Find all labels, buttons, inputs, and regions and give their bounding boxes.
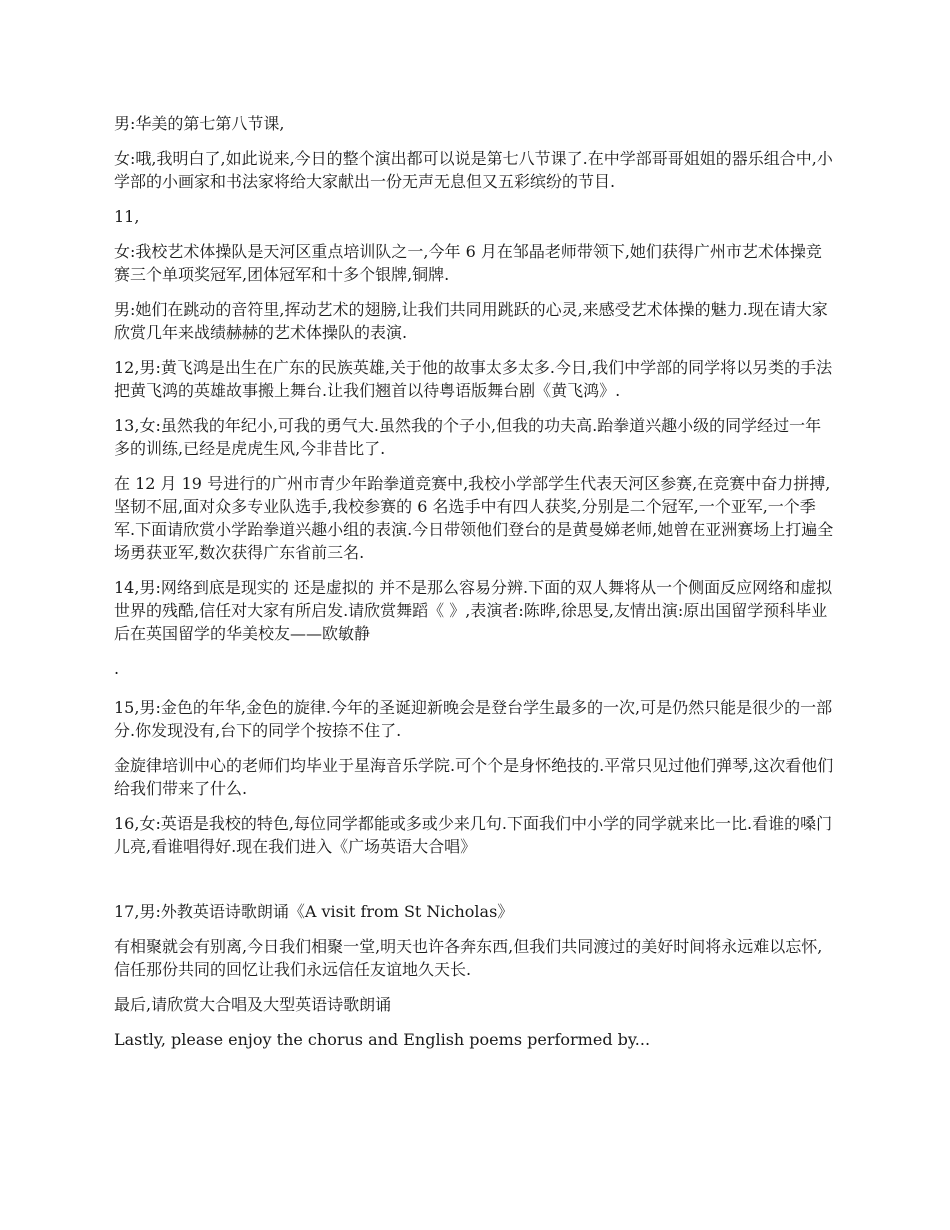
paragraph-8: 在 12 月 19 号进行的广州市青少年跆拳道竞赛中,我校小学部学生代表天河区参赛,在竞赛中奋力拼搏,坚韧不屈,面对众多专业队选手,我校参赛的 6 名选手中有四人获奖,分别是二个冠军,一个亚军,一个季军.下面请欣赏小学跆拳道兴趣小组的表演.今日带领他们登台的是黄曼娣老师,她曾在亚洲赛场上打遍全场勇获亚军,数次获得广东省前三名.: [114, 474, 834, 562]
paragraph-3: 11,: [114, 207, 140, 226]
paragraph-5: 男:她们在跳动的音符里,挥动艺术的翅膀,让我们共同用跳跃的心灵,来感受艺术体操的魅力.现在请大家欣赏几年来战绩赫赫的艺术体操队的表演.: [114, 300, 828, 342]
paragraph-15: 有相聚就会有别离,今日我们相聚一堂,明天也许各奔东西,但我们共同渡过的美好时间将永远难以忘怀,信任那份共同的回忆让我们永远信任友谊地久天长.: [114, 937, 823, 979]
paragraph-7: 13,女:虽然我的年纪小,可我的勇气大.虽然我的个子小,但我的功夫高.跆拳道兴趣小级的同学经过一年多的训练,已经是虎虎生风,今非昔比了.: [114, 416, 822, 458]
paragraph-1: 男:华美的第七第八节课,: [114, 114, 285, 133]
paragraph-17: Lastly, please enjoy the chorus and English poems performed by...: [114, 1030, 651, 1049]
paragraph-16: 最后,请欣赏大合唱及大型英语诗歌朗诵: [114, 995, 392, 1014]
paragraph-13: 16,女:英语是我校的特色,每位同学都能或多或少来几句.下面我们中小学的同学就来比一比.看谁的嗓门儿亮,看谁唱得好.现在我们进入《广场英语大合唱》: [114, 814, 833, 856]
document-body: [114, 112, 836, 1063]
paragraph-9: 14,男:网络到底是现实的 还是虚拟的 并不是那么容易分辨.下面的双人舞将从一个侧面反应网络和虚拟世界的残酷,信任对大家有所启发.请欣赏舞蹈《 》,表演者:陈晔,徐思旻,友情出演:原出国留学预科毕业后在英国留学的华美校友——欧敏静: [114, 578, 833, 643]
paragraph-10: .: [114, 659, 120, 678]
paragraph-11: 15,男:金色的年华,金色的旋律.今年的圣诞迎新晚会是登台学生最多的一次,可是仍然只能是很少的一部分.你发现没有,台下的同学个按捺不住了.: [114, 698, 833, 740]
paragraph-12: 金旋律培训中心的老师们均毕业于星海音乐学院.可个个是身怀绝技的.平常只见过他们弹琴,这次看他们给我们带来了什么.: [114, 756, 834, 798]
paragraph-2: 女:哦,我明白了,如此说来,今日的整个演出都可以说是第七八节课了.在中学部哥哥姐姐的器乐组合中,小学部的小画家和书法家将给大家献出一份无声无息但又五彩缤纷的节目.: [114, 149, 833, 191]
paragraph-14: 17,男:外教英语诗歌朗诵《A visit from St Nicholas》: [114, 902, 514, 921]
paragraph-6: 12,男:黄飞鸿是出生在广东的民族英雄,关于他的故事太多太多.今日,我们中学部的同学将以另类的手法把黄飞鸿的英雄故事搬上舞台.让我们翘首以待粤语版舞台剧《黄飞鸿》.: [114, 358, 833, 400]
paragraph-4: 女:我校艺术体操队是天河区重点培训队之一,今年 6 月在邹晶老师带领下,她们获得广州市艺术体操竞赛三个单项奖冠军,团体冠军和十多个银牌,铜牌.: [114, 242, 822, 284]
